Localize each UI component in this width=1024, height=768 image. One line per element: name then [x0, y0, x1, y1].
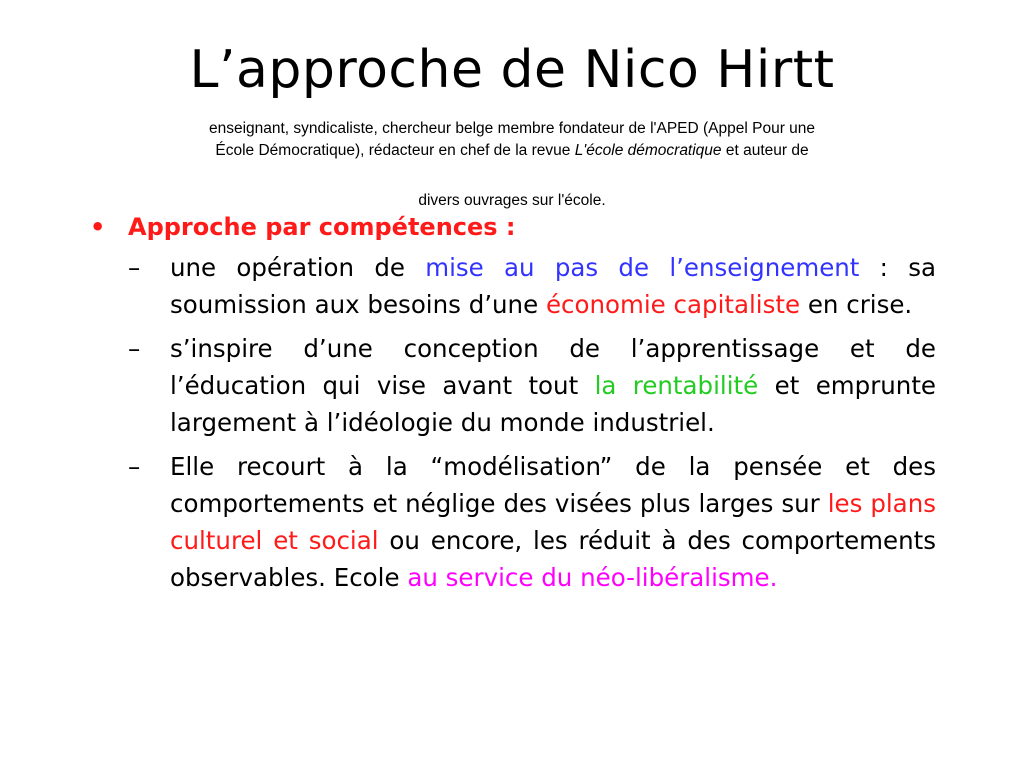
sub-item-3-text-a: Elle recourt à la “modélisation” de la pensée et des comportements et néglige des visées plus larges sur — [170, 452, 936, 518]
bullet-icon: • — [90, 213, 106, 241]
slide-title: L’approche de Nico Hirtt — [189, 40, 835, 100]
sub-item-3 — [84, 448, 936, 596]
bullet-list — [84, 212, 936, 596]
bullet-heading — [84, 212, 936, 242]
sub-item-1-text-a: une opération de — [170, 253, 426, 282]
dash-icon: – — [128, 334, 141, 363]
dash-icon: – — [128, 452, 141, 481]
sub-item-2-text-b: et emprunte largement à l’idéologie du monde industriel. — [170, 371, 936, 437]
subtitle-line-1: enseignant, syndicaliste, chercheur belge membre fondateur de l'APED (Appel Pour une — [208, 120, 816, 137]
sub-item-1-highlight-b: économie capitaliste — [545, 290, 801, 319]
sub-item-1-text-c: en crise. — [800, 290, 913, 319]
subtitle-line-2-end: et auteur de — [721, 142, 809, 159]
sub-item-1-text-b: : sa soumission aux besoins d’une — [170, 253, 936, 319]
sub-item-2-text-a: s’inspire d’une conception de l’apprentissage et de l’éducation qui vise avant tout — [170, 334, 936, 400]
sub-item-3-text-b: ou encore, les réduit à des comportements observables. Ecole — [170, 526, 936, 592]
sub-item-1 — [84, 249, 936, 323]
slide-subtitle — [92, 118, 932, 212]
sub-item-3-highlight-a: les plans culturel et social — [170, 489, 936, 555]
subtitle-line-2-start: École Démocratique), rédacteur en chef de la revue — [215, 142, 575, 159]
sub-item-1-highlight-a: mise au pas de l’enseignement — [425, 253, 860, 282]
sub-item-2 — [84, 330, 936, 441]
sub-item-3-highlight-b: au service du néo-libéralisme. — [407, 563, 778, 592]
journal-title: L'école démocratique — [574, 142, 722, 159]
bullet-heading-label: Approche par compétences : — [128, 213, 516, 241]
sub-item-2-highlight: la rentabilité — [594, 371, 759, 400]
subtitle-line-3: divers ouvrages sur l'école. — [418, 192, 606, 209]
dash-icon: – — [128, 253, 141, 282]
